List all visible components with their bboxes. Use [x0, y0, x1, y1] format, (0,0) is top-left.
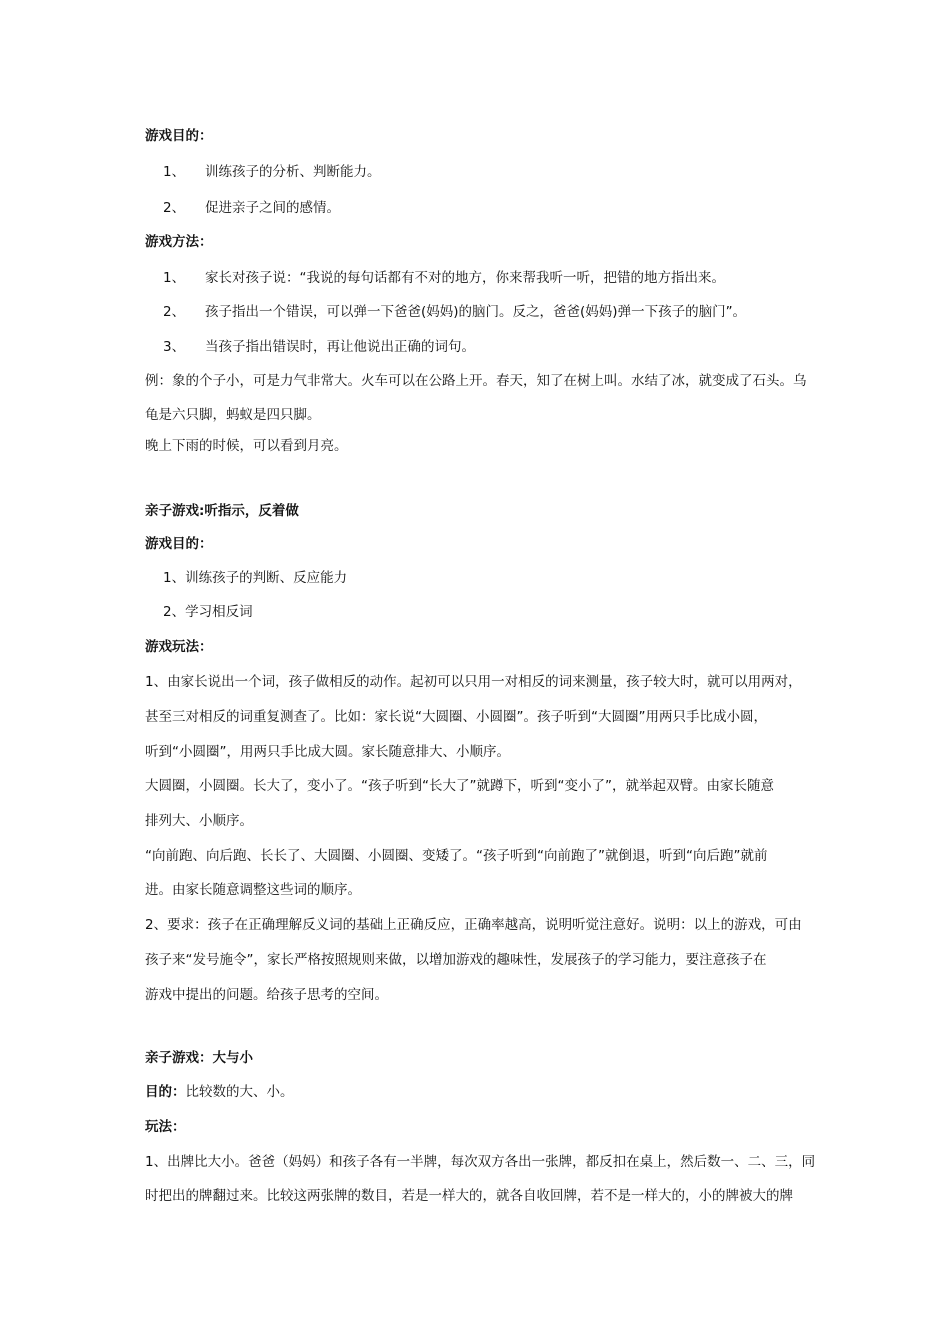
list-text: 训练孩子的分析、判断能力。: [205, 164, 381, 180]
list-item: [163, 302, 746, 322]
list-text: 家长对孩子说：“我说的每句话都有不对的地方，你来帮我听一听，把错的地方指出来。: [205, 270, 725, 286]
body-line: “向前跑、向后跑、长长了、大圆圈、小圆圈、变矮了。“孩子听到“向前跑了”就倒退，听到“向后跑”就前: [145, 848, 768, 864]
body-line: 甚至三对相反的词重复测查了。比如：家长说“大圆圈、小圆圈”。孩子听到“大圆圈”用两只手比成小圆，: [145, 709, 767, 725]
goal-text: 比较数的大、小。: [185, 1084, 294, 1100]
body-line: 孩子来“发号施令”，家长严格按照规则来做，以增加游戏的趣味性，发展孩子的学习能力，要注意孩子在: [145, 952, 767, 968]
list-item: [163, 268, 725, 288]
example-line: 晚上下雨的时候，可以看到月亮。: [145, 438, 348, 454]
list-text: 当孩子指出错误时，再让他说出正确的词句。: [205, 339, 475, 355]
list-item: [163, 162, 381, 182]
body-line: 大圆圈，小圆圈。长大了，变小了。“孩子听到“长大了”就蹲下，听到“变小了”，就举起双臂。由家长随意: [145, 778, 774, 794]
body-line: 听到“小圆圈”，用两只手比成大圆。家长随意排大、小顺序。: [145, 744, 510, 760]
section-title: 亲子游戏:听指示，反着做: [145, 503, 299, 519]
list-text: 促进亲子之间的感情。: [205, 200, 340, 216]
body-line: 2、要求：孩子在正确理解反义词的基础上正确反应，正确率越高，说明听觉注意好。说明：以上的游戏，可由: [145, 917, 802, 933]
list-number: 1、: [163, 164, 186, 180]
example-line: 龟是六只脚，蚂蚁是四只脚。: [145, 407, 321, 423]
body-line: 游戏中提出的问题。给孩子思考的空间。: [145, 987, 388, 1003]
list-number: 2、: [163, 304, 186, 320]
body-line: 排列大、小顺序。: [145, 813, 253, 829]
method-heading: 游戏方法：: [145, 234, 213, 250]
body-line: 1、由家长说出一个词，孩子做相反的动作。起初可以只用一对相反的词来测量，孩子较大时，就可以用两对，: [145, 674, 802, 690]
body-line: 进。由家长随意调整这些词的顺序。: [145, 882, 361, 898]
list-item: [163, 337, 475, 357]
example-line: 例：象的个子小，可是力气非常大。火车可以在公路上开。春天，知了在树上叫。水结了冰，就变成了石头。乌: [145, 373, 807, 389]
section-title: 亲子游戏：大与小: [145, 1050, 253, 1066]
list-text: 孩子指出一个错误，可以弹一下爸爸(妈妈)的脑门。反之，爸爸(妈妈)弹一下孩子的脑门”。: [205, 304, 747, 320]
body-line: 时把出的牌翻过来。比较这两张牌的数目，若是一样大的，就各自收回牌，若不是一样大的，小的牌被大的牌: [145, 1188, 793, 1204]
list-number: 1、: [163, 270, 186, 286]
play-heading: 玩法：: [145, 1119, 186, 1135]
body-line: 1、出牌比大小。爸爸（妈妈）和孩子各有一半牌，每次双方各出一张牌，都反扣在桌上，然后数一、二、三，同: [145, 1154, 816, 1170]
list-item: 1、训练孩子的判断、反应能力: [163, 570, 348, 586]
list-item: [163, 198, 340, 218]
list-number: 2、: [163, 200, 186, 216]
goal-line: [145, 1082, 294, 1102]
purpose-heading: 游戏目的：: [145, 128, 213, 144]
list-item: 2、学习相反词: [163, 604, 253, 620]
list-number: 3、: [163, 339, 186, 355]
play-heading: 游戏玩法：: [145, 639, 213, 655]
purpose-heading: 游戏目的：: [145, 536, 213, 552]
goal-label: 目的：: [145, 1084, 186, 1100]
